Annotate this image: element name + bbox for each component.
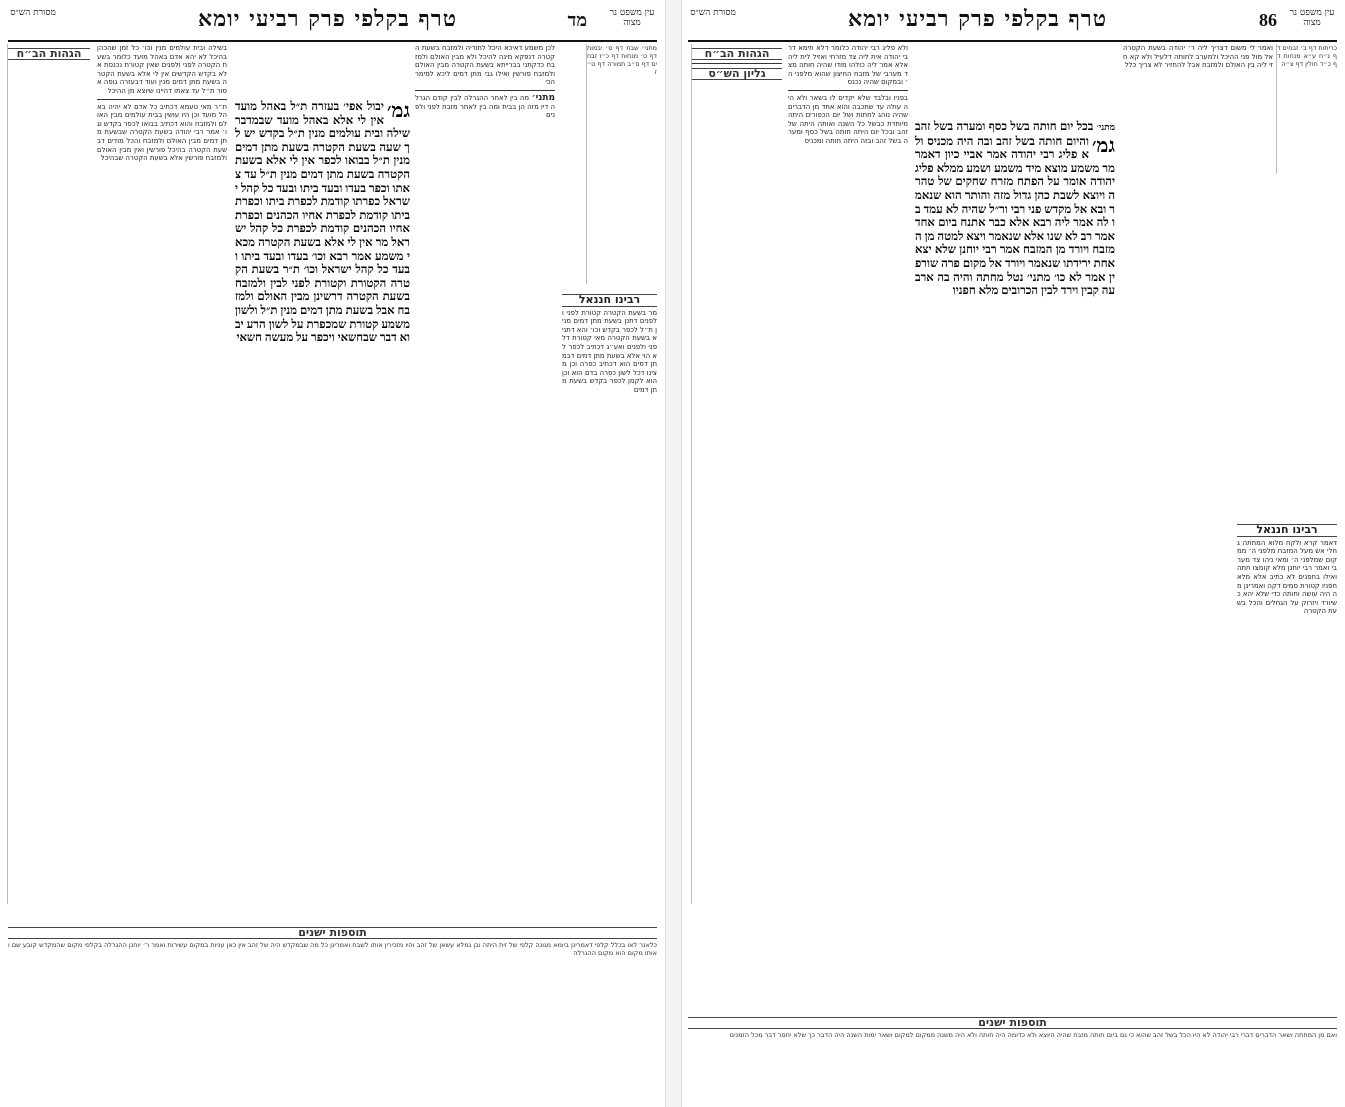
divider	[415, 90, 555, 91]
left-header	[8, 6, 657, 42]
left-ein-mishpat	[586, 44, 657, 284]
right-rashi	[788, 44, 908, 904]
right-margin-title: עין משפט נר מצוה	[1289, 8, 1335, 28]
divider	[692, 63, 782, 64]
right-gemara-label: גמ׳	[1091, 132, 1115, 157]
divider	[788, 90, 908, 91]
left-hagahot-title: הגהות הב״ח	[8, 48, 90, 60]
right-masoret-title: מסורת הש״ס	[690, 8, 736, 18]
right-chananel-text: דאמר קרא ולקח מלוא המחתה גחלי אש מעל המזבח מלפני ה׳ ממקום שמלפני ה׳ ומאי ניהו צד מערבי ואמר רבי יוחנן מלא קומצו חתה ואילו בחפנים לא כתיב אלא מלא חפניו קטורת סמים דקה ואמרינן מה היה עושה וחותה כדי שלא יהא כשיורד ויזרוק על הגחלים והכל בשעת הקטרה	[1237, 538, 1337, 616]
right-page-number: 86	[1259, 10, 1277, 30]
left-gemara-main	[235, 100, 410, 750]
left-tosafot	[415, 44, 555, 904]
divider	[97, 99, 227, 100]
left-commentary-left: ת״ר מאי טעמא דכתיב כל אדם לא יהיה באהל מועד וכן היו עושין בבית עולמים מבין האולם ולמזבח והוא דכתיב בבואו לכפר בקדש וגו׳ אמר רבי יהודה בשעת הקטרה שבשעת מתן דמים מבין האולם ולמזבח והכל מודים דבשעת הקטרה בהיכל פורשין ואין מבין האולם ולמזבח פורשין אלא בשעת הקטרה שבהיכל	[97, 102, 227, 163]
left-chananel-text: מר בשעת הקטרה קטורת לפני ולפנים דתנן בשעת מתן דמים מנין ת״ל לכפר בקדש וכו׳ והא דתניא בשעת הקטרה מאי קטורת דלפני ולפנים ואע״ג דכתיב לכפר לא הוי אלא בשעת מתן דמים דבמתן דמים הוא דכתיב כפרה וכן מצינו דכל לשון כפרה בדם הוא וכן הוא לקמן לכפר בקדש בשעת מתן דמים	[562, 308, 657, 394]
left-chananel-title: רבינו חננאל	[562, 294, 657, 307]
right-header	[688, 6, 1337, 42]
left-page-number: מד	[567, 10, 587, 30]
right-gemara-main	[915, 120, 1115, 760]
right-hagahot-title: הגהות הב״ח	[692, 48, 782, 60]
right-main-text: ולא פליג רבי יהודה אמר אביי כיון דאמר מר משמע מוצא מיד משמע ושמע ממלא פליג יהודה אומר על הפתח מזרח שחקים של טהרה ויוצא לשבת כהן גדול מזה והותר הוא שנאמר ובא אל מקדש פני רבי ור״ל שהיה לא עמד בו לה אמר ליה רבא אלא כבר אתנח ביום אחד אמר רב לא שנו אלא שנאמר ויצא למטה מן המזבח ויורד מן המזבח אמר רבי יוחנן שלא יצא אחת ירידתו שנאמר ויורד אל מקום פרה שורפין אמר לא כו׳ מתני׳ נטל מחתה והיה בה ארבעה קבין וירד לבין הכרובים מלא חפניו	[915, 134, 1115, 298]
right-tosafot	[1123, 44, 1273, 514]
left-footer	[8, 923, 657, 1103]
left-rabbeinu-chananel	[562, 290, 657, 900]
left-footer-text: כלאנר לאו בכלל קלפי דאמרינן ביומא מגונה קלפי של זית היתה ובן גמלא עשאן של זהב והיו מזכירין אותו לשבח ואמרינן כל מה שבמקדש היה של זהב אין כאן עניות במקום עשירות ואמר ר׳ יוחנן ההגרלה בקלפי מקום שהמקדש קובע שם ואותו מקום הוא מקום ההגרלה	[8, 941, 657, 957]
right-footer-text: ואם מן המחתה ושאר הדברים דברי רבי יהודה לא היו הכל בשל זהב שהוא כי גם ביום חותה מזבח שהיה היוצא ולא כדומה היה חותה ולא היה משנה ממקום למקום ושאר ימות השנה היה הדבר כך שלא יחסר דבר מכל הזמנים	[729, 1031, 1337, 1039]
right-footer	[688, 1013, 1337, 1103]
right-gilyon-title: גליון הש״ס	[692, 68, 782, 80]
right-mishna-label: מתני׳	[1096, 122, 1115, 132]
left-rashi	[97, 44, 227, 904]
left-masoret-title: מסורת הש״ס	[10, 8, 56, 18]
left-margin-title: עין משפט נר מצוה	[609, 8, 655, 28]
right-header-title: טרף בקלפי פרק רביעי יומא	[847, 6, 1107, 32]
left-gemara-label: גמ׳	[386, 100, 410, 122]
right-chananel-title: רבינו חננאל	[1237, 524, 1337, 537]
right-tosafot-yeshanim-title: תוספות ישנים	[688, 1017, 1337, 1029]
right-tosafot-text: ואמר לי משום דצריך ליה ר׳ יהודה בשעת הקטרה אל מול פני ההיכל ולמערב לחותה דלעיל ולא קא חזי ליה בין האולם ולמזבח אבל להחזיר לא צריך כלל	[1123, 44, 1273, 70]
right-margin-text: כריתות דף ב׳ זבחים דף נ״ח ע״א מנחות דף כ״ד חולין דף צ״ה	[1277, 44, 1337, 68]
left-rashi-text: בשילה ובית עולמים מנין וכו׳ כל זמן שהכהן בהיכל לא יהא אדם באהל מועד כלומר בשעת הקטרה לפני ולפנים שאין קטורת נכנסת אלא בקדש הקדשים אין לי אלא בשעת הקטרה בשעת מתן דמים מנין ועוד דבעזרה גופה אסור ת״ל עד צאתו דהיינו שיוצא מן ההיכל	[97, 44, 227, 95]
right-mishna-text: בכל יום חותה בשל כסף ומערה בשל זהב והיום חותה בשל זהב ובה היה מכניס	[915, 120, 1094, 148]
left-mishna-text: מה בין לאחר ההגרלה לבין קודם הגרלה דיו מזה הן בבית ומה בין לאחר מזבח לפני ולפנים	[415, 93, 555, 120]
left-masoret	[7, 44, 90, 904]
left-header-title: טרף בקלפי פרק רביעי יומא	[197, 6, 457, 32]
left-main-text: יבול אפי׳ בעזרה ת״ל באהל מועד אין לי אלא באהל מועד שבמדבר שילה ובית עולמים מנין ת״ל בקדש יש לך שעה בשעת הקטרה בשעת מתן דמים מנין ת״ל בבואו לכפר אין לי אלא בשעת הקטרה בשעת מתן דמים מנין ת״ל עד צאתו וכפר בעדו ובעד ביתו ובעד כל קהל ישראל כפרתו קודמת לכפרת ביתו וכפרת ביתו קודמת לכפרת אחיו הכהנים וכפרת אחיו הכהנים קודמת לכפרת כל קהל ישראל מר אין לי אלא בשעת הקטרה מכאי משמע אמר רבא וכו׳ בעדו ובעד ביתו ובעד כל קהל ישראל וכו׳ ת״ר בשעת הקטרה הקטורת וקטורת לפני לבין ולמזבח בשעת הקטרה דרשינן מבין האולם ולמזבח אבל בשעת מתן דמים מנין ת״ל ולשון משמע קטורת שמכפרת על לשון הרע יבוא דבר שבחשאי ויכפר על מעשה חשאי	[235, 100, 410, 345]
right-ein-mishpat	[1276, 44, 1337, 174]
left-page	[0, 0, 665, 1107]
left-margin-text: מתני׳ שבת דף ס׳ יבמות דף ט׳ מנחות דף כ״ז זבחים דף ס״ב תמורה דף ט״ז	[587, 44, 657, 76]
right-page	[680, 0, 1345, 1107]
left-tosafot-yeshanim-title: תוספות ישנים	[8, 927, 657, 939]
right-commentary-left: בפניו ובלבד שלא יקדים לו בשאר ולא היה עולה עד שתכבה והוא אחד מן הדברים שהיה נוהג לחתות ושל יום הכפורים היתה מיוחדת כבשל כל השנה ואותה היתה של זהב ובכל יום היתה חותה בשל כסף ומערה בשל זהב ובזה היתה חותה ומכניס	[788, 93, 908, 145]
left-mishna-label: מתני׳	[531, 92, 555, 103]
left-tosafot-text: לכן משמע דאיכא היכל לחודיה ולמזבח בשעת הקטרה דנפקא מינה להיכל ולא מבין האולם ולמזבח כדקתני בברייתא בשעת הקטרה מבין האולם ולמזבח פורשין ואילו גבי מתן דמים ליכא למימר הכי	[415, 44, 555, 87]
right-rashi-text: ולא פליג רבי יהודה כלומר דלא תימא דרבי יהודה אית ליה צד מזרחי ואזיל לית ליה אלא אמר ליה כולהו מודו שהיה חותה מצד מערבי של מזבח החיצון שהוא מלפני ה׳ ובמקום שהיה נכנס	[788, 44, 908, 87]
right-rabbeinu-chananel	[1237, 520, 1337, 1020]
right-masoret	[691, 44, 782, 904]
